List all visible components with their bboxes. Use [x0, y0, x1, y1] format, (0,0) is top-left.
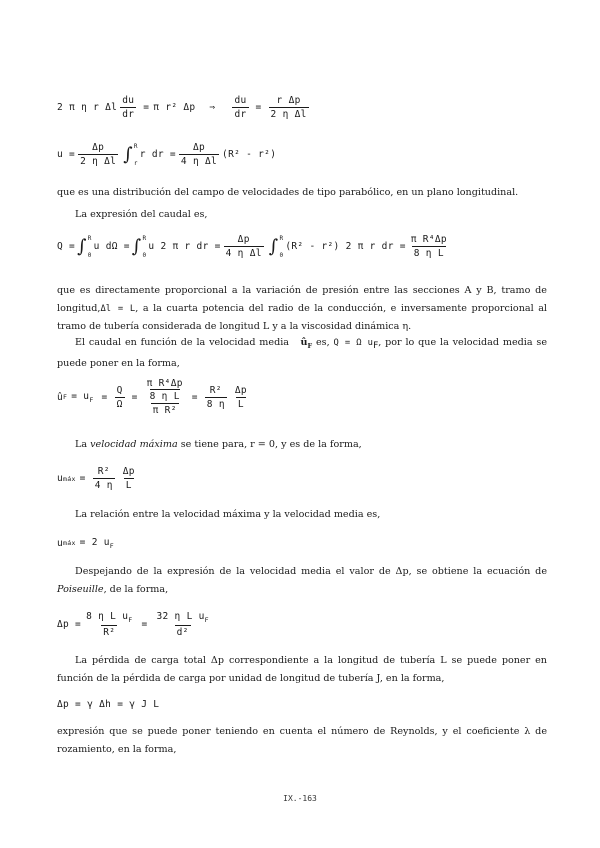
- paragraph-mean-velocity: El caudal en función de la velocidad media $û_F$ es, Q = Ω $u_F$, por lo que la velocidad media se puede poner en la forma,: [57, 337, 547, 370]
- paragraph-parabolic: que es una distribución del campo de velocidades de tipo parabólico, en un plano longitudinal.: [57, 187, 519, 198]
- paragraph-head-loss: La pérdida de carga total Δp correspondiente a la longitud de tubería L se puede poner en función de la pérdida de carga por unidad de longitud de tubería J, en la forma,: [57, 655, 547, 684]
- paragraph-poiseuille: Despejando de la expresión de la velocidad media el valor de Δp, se obtiene la ecuación de Poiseuille, de la forma,: [57, 566, 547, 595]
- eq1-rhs: π r² Δp: [153, 102, 196, 113]
- implies-arrow: ⇒: [209, 102, 216, 113]
- eq1-fraction-du-dr: $\frac{du}{dr}$: [122, 95, 135, 120]
- eq1-lhs: 2 π η r Δl: [57, 102, 118, 113]
- integral-sign: ∫ R r: [123, 142, 138, 167]
- equation-flow-rate: Q = ∫ R 0 u dΩ = ∫ R 0 u 2 π r dr = $\frac{\Delta p}{\text{4 η Δl}}$ ∫ R 0 (R² - r²) 2 π r dr = $\frac{\text{π R⁴Δp}}{\text{8 η L}}$: [57, 234, 447, 259]
- equation-velocity-profile: u = $\frac{\Delta p}{\text{2 η Δl}}$ ∫ R r r dr = $\frac{\Delta p}{\text{4 η Δl}}$ (R² - r²): [57, 142, 277, 167]
- integral-sign: ∫ R 0: [131, 234, 147, 259]
- equation-max-velocity: u máx = $\frac{\text{R²}}{4 \eta}$ $\frac{\Delta p}{L}$: [57, 466, 135, 491]
- compound-fraction: π R⁴Δp 8 η L π R²: [146, 378, 183, 416]
- integral-sign: ∫ R 0: [268, 234, 284, 259]
- paragraph-proportional: que es directamente proporcional a la variación de presión entre las secciones A y B, tramo de longitud,Δl = L, a la cuarta potencia del radio de la conducción, e inversamente proporcional al tramo de tubería considerada de longitud L y a la viscosidad dinámica η.: [57, 285, 547, 332]
- integral-sign: ∫ R 0: [77, 234, 92, 259]
- equation-shear-balance: 2 π η r Δl $\frac{du}{dr}$ = π r² Δp ⇒ $\frac{du}{dr}$ = $\frac{\text{r Δp}}{\text{2 η Δl}}$: [57, 95, 307, 120]
- paragraph-max-velocity: La velocidad máxima se tiene para, r = 0, y es de la forma,: [75, 439, 362, 450]
- page-number: IX.-163: [283, 794, 317, 803]
- paragraph-reynolds: expresión que se puede poner teniendo en cuenta el número de Reynolds, y el coeficiente λ de rozamiento, en la forma,: [57, 726, 547, 755]
- equation-poiseuille: Δp = $\frac{8 \eta L u_F}{\text{R²}}$ = $\frac{32 \eta L u_F}{\text{d²}}$: [57, 611, 209, 638]
- equation-mean-velocity: û F = $u_F$ = $\frac{Q}{\Omega}$ = π R⁴Δp 8 η L π R² = $\frac{\text{R²}}{8 \eta}$ $\frac{\Delta p}{L}$: [57, 378, 247, 416]
- equation-max-mean-relation: u máx = 2 $u_F$: [57, 537, 114, 550]
- equation-head-loss: Δp = γ Δh = γ J L: [57, 699, 160, 710]
- paragraph-relation: La relación entre la velocidad máxima y la velocidad media es,: [75, 509, 381, 520]
- paragraph-caudal-intro: La expresión del caudal es,: [75, 209, 208, 220]
